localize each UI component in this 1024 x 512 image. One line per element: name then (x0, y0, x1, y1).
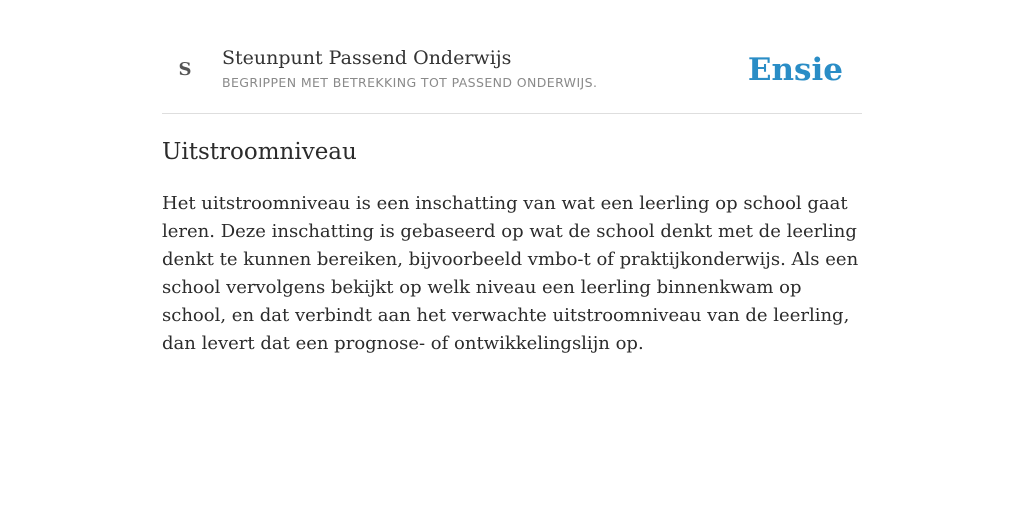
page-title: Uitstroomniveau (162, 139, 357, 165)
site-subtitle: BEGRIPPEN MET BETREKKING TOT PASSEND ONDERWIJS. (222, 75, 598, 90)
site-logo-icon[interactable]: S (178, 59, 192, 80)
article-body: Het uitstroomniveau is een inschatting van wat een leerling op school gaat leren. Deze inschatting is gebaseerd op wat de school denkt met de leerling denkt te kunnen bereiken, bijvoorbeeld vmbo-t of praktijkonderwijs. Als een school vervolgens bekijkt op welk niveau een leerling binnenkwam op school, en dat verbindt aan het verwachte uitstroomniveau van de leerling, dan levert dat een prognose- of ontwikkelingslijn op. (162, 193, 859, 354)
site-title-link[interactable]: Steunpunt Passend Onderwijs (222, 47, 512, 69)
ensie-brand-link[interactable]: Ensie (747, 52, 843, 88)
site-header (162, 36, 862, 114)
